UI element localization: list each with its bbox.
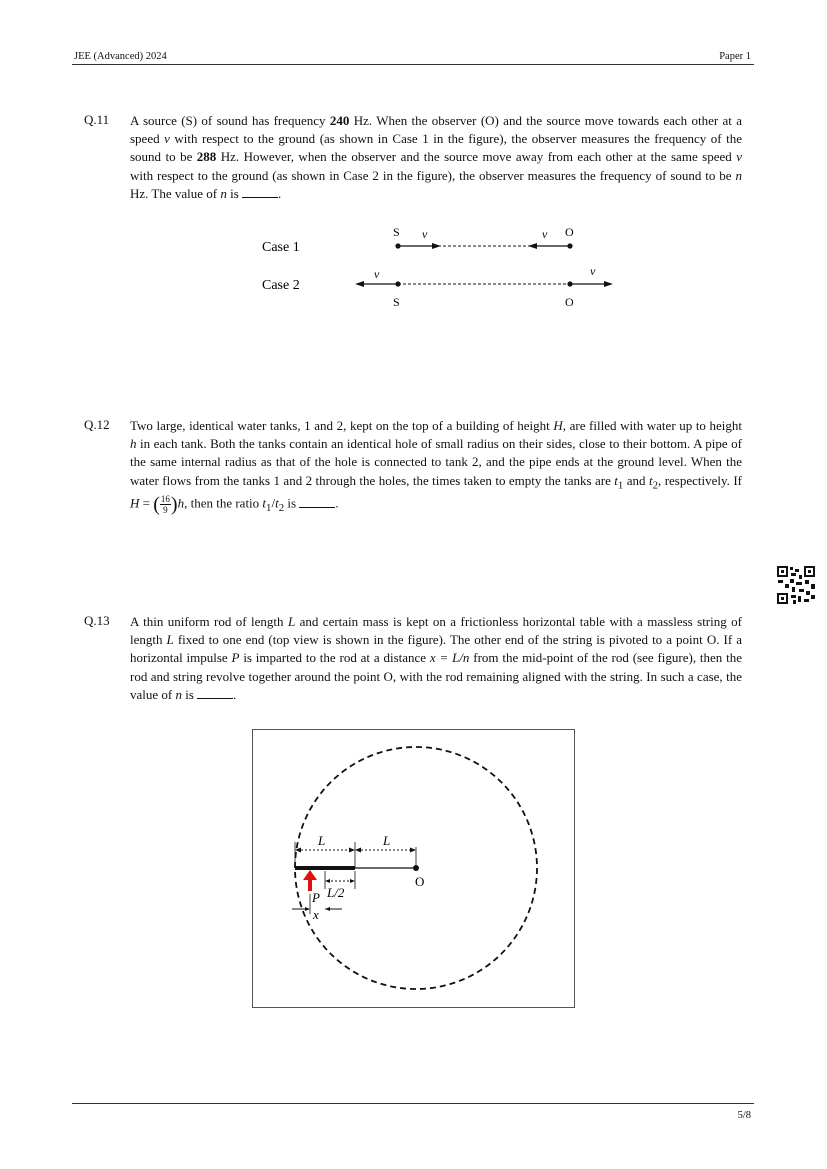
q13-figure [252, 729, 576, 1009]
fraction-16-9: $\frac{16}{9}$ [160, 494, 170, 516]
case1-observer-label: O [565, 225, 574, 239]
question-text-11: A source (S) of sound has frequency 240 Hz. When the observer (O) and the source move towards each other at a speed v with respect to the ground (as shown in Case 1 in the figure), the observer measures the frequency of the sound to be 288 Hz. However, when the observer and the source move away from each other at the same speed v with respect to the ground (as shown in Case 2 in the figure), the observer measures the frequency of sound to be n Hz. The value of n is . [130, 113, 742, 201]
case1-source-label: S [393, 225, 400, 239]
case2-label: Case 2 [262, 278, 300, 293]
rod-length-label: L [318, 833, 326, 848]
qr-code-icon [776, 565, 816, 605]
header-rule [72, 64, 754, 65]
offset-x-label: x [313, 907, 319, 922]
case2-source-label: S [393, 295, 400, 309]
string-length-label: L [383, 833, 391, 848]
impulse-p-label: P [312, 890, 320, 905]
case2-v-observer: v [590, 264, 596, 278]
case1-v-source: v [422, 227, 428, 241]
case2-v-source: v [374, 267, 380, 281]
half-length-label: L/2 [327, 885, 345, 900]
case2-observer-label: O [565, 295, 574, 309]
header-exam-title: JEE (Advanced) 2024 [74, 51, 167, 62]
question-text-13: A thin uniform rod of length L and certain mass is kept on a frictionless horizontal table with a massless string of length L fixed to one end (top view is shown in the figure). The other end of the string is pivoted to a point O. If a horizontal impulse P is imparted to the rod at a distance x = L/n from the mid-point of the rod (see figure), then the rod and string revolve together around the point O, with the rod remaining aligned with the string. In such a case, the value of n is . [130, 614, 742, 702]
answer-blank [197, 688, 233, 699]
question-number-12: Q.12 [84, 417, 110, 432]
question-number-11: Q.11 [84, 112, 110, 127]
question-number-13: Q.13 [84, 613, 110, 628]
page-number: 5/8 [737, 1110, 751, 1121]
footer-rule [72, 1103, 754, 1104]
answer-blank [242, 187, 278, 198]
q11-figure [250, 218, 630, 314]
pivot-o-label: O [415, 874, 425, 889]
header-paper: Paper 1 [719, 51, 751, 62]
case1-label: Case 1 [262, 240, 300, 255]
answer-blank [299, 497, 335, 508]
question-text-12: Two large, identical water tanks, 1 and 2, kept on the top of a building of height H, are filled with water up to height h in each tank. Both the tanks contain an identical hole of small radius on their sides, close to their bottom. A pipe of the same internal radius as that of the hole is connected to tank 2, and the pipe ends at the ground level. When the water flows from the tanks 1 and 2 through the holes, the times taken to empty the tanks are $t_1$ and $t_2$, respectively. If H = ( $\frac{16}{9}$ )h, then the ratio $t_1/t_2$ is . [130, 418, 743, 516]
case1-v-observer: v [542, 227, 548, 241]
